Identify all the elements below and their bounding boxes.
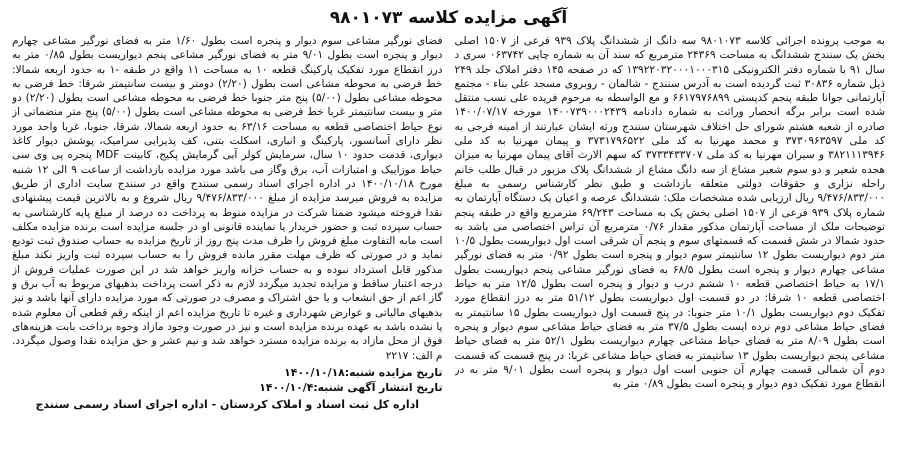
auction-date: تاریخ مزایده شنبه:۱۴۰۰/۱۰/۱۸	[284, 365, 443, 379]
right-column	[455, 34, 886, 458]
publication-date: تاریخ انتشار آگهی شنبه:۱۴۰۰/۱۰/۴	[259, 380, 443, 394]
notice-title: آگهی مزایده کلاسه ۹۸۰۱۰۷۳	[329, 8, 568, 28]
left-column	[12, 34, 443, 458]
date-block	[12, 365, 443, 395]
notice-body	[12, 34, 885, 458]
right-column-text: به موجب پرونده اجرائی کلاسه ۹۸۰۱۰۷۳ سه دانگ از ششدانگ پلاک ۹۳۹ فرعی از ۱۵۰۷ اصلی بخش یک سنندج ششدانگ به مساحت ۲۴۳۶۹ مترمربع که سند آن به شماره چاپی ۰۶۳۷۴۲ سری د سال ۹۱ با شماره دفتر الکترونیکی ۱۳۹۲۲۰۳۲۰۰۰۱۰۰۰۳۱۵ که در صفحه ۱۴۵ دفتر املاک جلد ۲۴۹ ذیل شماره ۳۰۸۳۶ ثبت گردیده است به آدرس سنندج - شالمان - روبروی مسجد علی بناء - مجتمع آپارتمانی جوانا طبقه پنجم کدپستی ۶۶۱۷۹۷۶۸۹۹ و مع الواسطه به مرحوم فریده علی نسب منتقل شده است برابر برگه انحصار وراثت به شماره دادنامه ۱۴۰۰۷۳۹۰۰۰۲۴۳۹ مورخه ۱۴۰۰/۰۷/۱۷ صادره از شعبه هشتم شورای حل اختلاف شهرستان سنندج ورثه ایشان عبارتند از امینه فرجی به کد ملی ۳۷۳۰۹۶۳۵۹۷ و محمد مهرنیا به کد ملی ۳۷۳۱۷۹۶۵۲۲ و پیمان مهرنیا به کد ملی ۳۸۲۱۱۱۳۹۴۶ و سیران مهرنیا به کد ملی ۳۷۳۳۴۳۳۷۰۷ که سهم الارث آقای پیمان مهرنیا به میزان هجده شعیر و دو سوم شعیر مشاع از سه دانگ مشاع از ششدانگ پلاک مزبور در قبال طلب خانم راحله نزاری و حقوقات دولتی متعلقه بازداشت و طبق نظر کارشناس رسمی به مبلغ ۹/۴۷۶/۸۳۳/۰۰۰ ریال ارزیابی شده مشخصات ملک: ششدانگ عرصه و اعیان یک دستگاه آپارتمان به شماره پلاک ۹۳۹ فرعی از ۱۵۰۷ اصلی بخش یک به مساحت ۶۹/۲۴۳ مترمربع واقع در طبقه پنجم توضیحات ملک از مساحت آپارتمان مذکور مقدار ۰/۷۶ مترمربع آن تراس اختصاصی می باشد به حدود شمالا در شش قسمت که قسمتهای سوم و پنجم آن شرقی است اول دیواریست بطول ۱۰/۵ متر دوم دیواریست بطول ۱۲ سانتیمتر سوم دیوار و پنجره است بطول ۰/۹۲ متر به فضای نورگیر مشاعی چهارم دیوار و پنجره است بطول ۶۸/۵ به فضای نورگیر مشاعی پنجم دیواریست بطول ۱۷/۱ به حیاط اختصاصی قطعه ۱۰ ششم درب و دیوار و پنجره است بطول ۱۲/۵ متر به حیاط اختصاصی قطعه ۱۰ شرقا: در دو قسمت اول دیواریست بطول ۵۱/۱۲ متر به درز انقطاع مورد تفکیک دوم دیواریست بطول ۱۰/۱ متر جنوبا: در پنج قسمت اول دیواریست بطول ۱۵ سانتیمتر به فضای حیاط مشاعی دوم نرده ایست بطول ۳۷/۵ متر به فضای حیاط مشاعی سوم دیوار و پنجره است بطول ۸/۰۹ متر به فضای حیاط مشاعی چهارم دیواریست بطول ۵۲/۱ متر به فضای حیاط مشاعی پنجم دیواریست بطول ۱۳ سانتیمتر به فضای حیاط مشاعی غربا: در پنج قسمت که قسمت دوم آن شمالی قسمت چهارم آن جنوبی است اول دیوار و پنجره است بطول ۹/۰۱ متر به در انقطاع مورد تفکیک دوم دیوار و پنجره است بطول ۰/۸۹ متر به	[454, 35, 885, 391]
issuer-line: اداره کل ثبت اسناد و املاک کردستان - اداره اجرای اسناد رسمی سنندج	[35, 397, 420, 411]
left-column-text: فضای نورگیر مشاعی سوم دیوار و پنجره است بطول ۱/۶۰ متر به فضای نورگیر مشاعی چهارم دیوار و پنجره است بطول ۹/۰۱ متر به فضای نورگیر مشاعی پنجم دیواریست بطول ۰/۸۵ متر به درز انقطاع مورد تفکیک پارکینگ قطعه ۱۰ به مساحت ۱۱ واقع در طبقه -۱ به حدود اربعه شمالا: خط فرضی به محوطه مشاعی است بطول (۲/۲۰) دومتر و بیست سانتیمتر شرقا: خط فرضی به محوطه مشاعی بطول (۵/۰۰) پنج متر جنوبا خط فرضی به محوطه مشاعی است بطول (۲/۲۰) دو متر و بیست سانتیمتر غربا خط فرضی به محوطه مشاعی است بطول (۵/۰۰) پنج متر منضماتی از نوع حیاط اختصاصی قطعه به مساحت ۶۳/۱۶ به حدود اربعه شمالا، شرقا، جنوبا، غربا واحد مورد نظر دارای آسانسور، پارکینگ و انباری، اسکلت بتنی، کف پذیرایی سرامیک، پوشش دیوار کاغذ دیواری، قدمت حدود ۱۰ سال، سرمایش کولر آبی گرمایش پکیج، کابینت MDF پنجره پی وی سی حیاط موزاییک و امتیازات آب، برق وگاز می باشد مورد مزایده بازداشت از ساعت ۹ الی ۱۲ شنبه مورخ ۱۴۰۰/۱۰/۱۸ در اداره اجرای اسناد رسمی سنندج واقع در سنندج سایت اداری از طریق مزایده به فروش میرسد مزایده از مبلغ ۹/۴۷۶/۸۳۳/۰۰۰ ریال شروع و به بالاترین قیمت پیشنهادی نقدا فروخته میشود ضمنا شرکت در مزایده منوط به پرداخت ده درصد از مبلغ پایه کارشناسی به حساب سپرده ثبت و حضور خریدار یا نماینده قانونی او در جلسه مزایده است برنده مزایده مکلف است مابه التفاوت مبلغ فروش را ظرف مدت پنج روز از تاریخ مزایده به حساب صندوق ثبت تودیع نماید و در صورتی که ظرف مهلت مقرر مانده فروش را به حساب سپرده ثبت واریز نکند مبلغ مذکور قابل استرداد نبوده و به حساب خزانه واریز خواهد شد در این صورت عملیات فروش از درجه اعتبار ساقط و مزایده تجدید میگردد لازم به ذکر است پرداخت بدهیهای مربوط به آب برق و گاز اعم از حق انشعاب و یا حق اشتراک و مصرف در صورتی که مورد مزایده دارای آنها باشد و نیز بدهیهای مالیاتی و عوارض شهرداری و غیره تا تاریخ مزایده اعم از اینکه رقم قطعی آن معلوم شده یا نشده باشد به عهده برنده مزایده است و نیز در صورت وجود مازاد وجوه برداخت بابت هزینه‌های فوق از محل مازاد به برنده مزایده مسترد خواهد شد و نیم عشر و حق مزایده نقدا وصول میگردد. م الف: ۲۲۱۷	[12, 35, 443, 362]
